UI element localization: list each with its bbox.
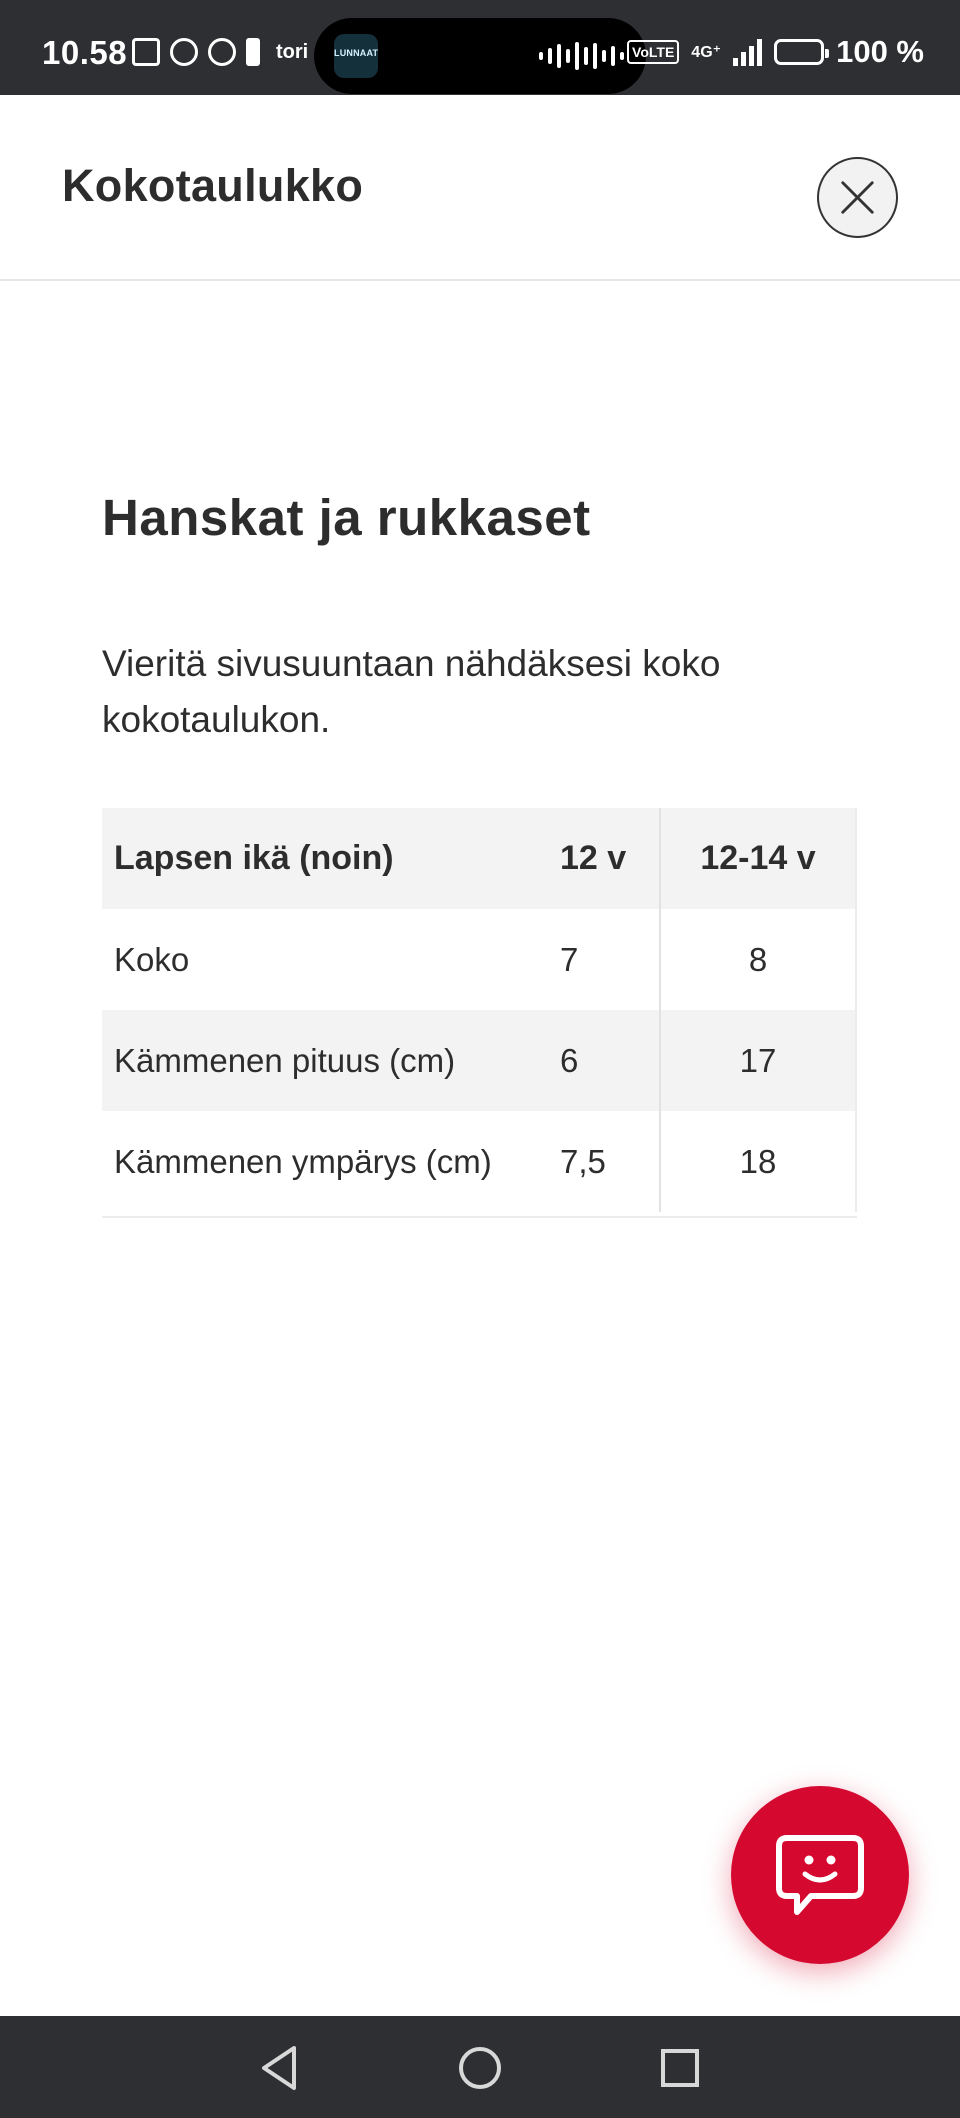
row-label: Kämmenen pituus (cm) [114, 1042, 456, 1079]
header-age-label: Lapsen ikä (noin) [114, 839, 394, 877]
table-row [102, 1111, 857, 1212]
device-battery-icon [246, 38, 260, 66]
table-row [102, 909, 857, 1010]
chat-button[interactable] [731, 1786, 909, 1964]
home-circle-icon[interactable] [452, 2040, 508, 2096]
chat-smile-icon [775, 1834, 865, 1920]
modal-header [0, 95, 960, 281]
page-title: Kokotaulukko [62, 160, 364, 211]
volte-badge: VoLTE [627, 40, 679, 64]
table-row [102, 1010, 857, 1111]
dynamic-island[interactable] [314, 18, 646, 94]
row-label: Kämmenen ympärys (cm) [114, 1143, 492, 1180]
section-title: Hanskat ja rukkaset [102, 489, 591, 546]
row-partial-value: 7 [560, 941, 579, 978]
signal-icon [733, 38, 762, 66]
audio-waveform-icon [539, 42, 624, 70]
headphones-icon [208, 38, 236, 66]
row-partial-value: 7,5 [560, 1143, 606, 1180]
notification-icons [132, 38, 308, 66]
battery-icon [774, 39, 824, 65]
row-partial-value: 6 [560, 1042, 579, 1079]
row-value: 8 [659, 909, 857, 1010]
header-age-12-14: 12-14 v [659, 808, 857, 909]
back-triangle-icon[interactable] [252, 2040, 308, 2096]
system-navigation-bar [0, 2016, 960, 2118]
row-value: 17 [659, 1010, 857, 1111]
network-type: 4G⁺ [691, 44, 722, 61]
alarm-icon [170, 38, 198, 66]
media-thumbnail [334, 34, 378, 78]
system-indicators [627, 34, 924, 70]
tori-app-label: tori [276, 40, 309, 63]
battery-percent: 100 % [836, 34, 924, 69]
scroll-instruction: Vieritä sivusuuntaan nähdäksesi koko kokotaulukon. [102, 643, 721, 740]
row-label: Koko [114, 941, 190, 978]
table-header-row [102, 808, 857, 909]
header-partial-column: 12 v [560, 839, 627, 877]
media-thumbnail-text: LUNNAAT [334, 48, 378, 58]
size-table-scroll-container[interactable] [102, 808, 857, 1218]
status-bar [0, 0, 960, 95]
nfc-icon [132, 38, 160, 66]
status-time: 10.58 [42, 34, 128, 71]
recents-square-icon[interactable] [652, 2040, 708, 2096]
close-icon [819, 159, 896, 236]
row-value: 18 [659, 1111, 857, 1212]
close-button[interactable] [817, 157, 898, 238]
